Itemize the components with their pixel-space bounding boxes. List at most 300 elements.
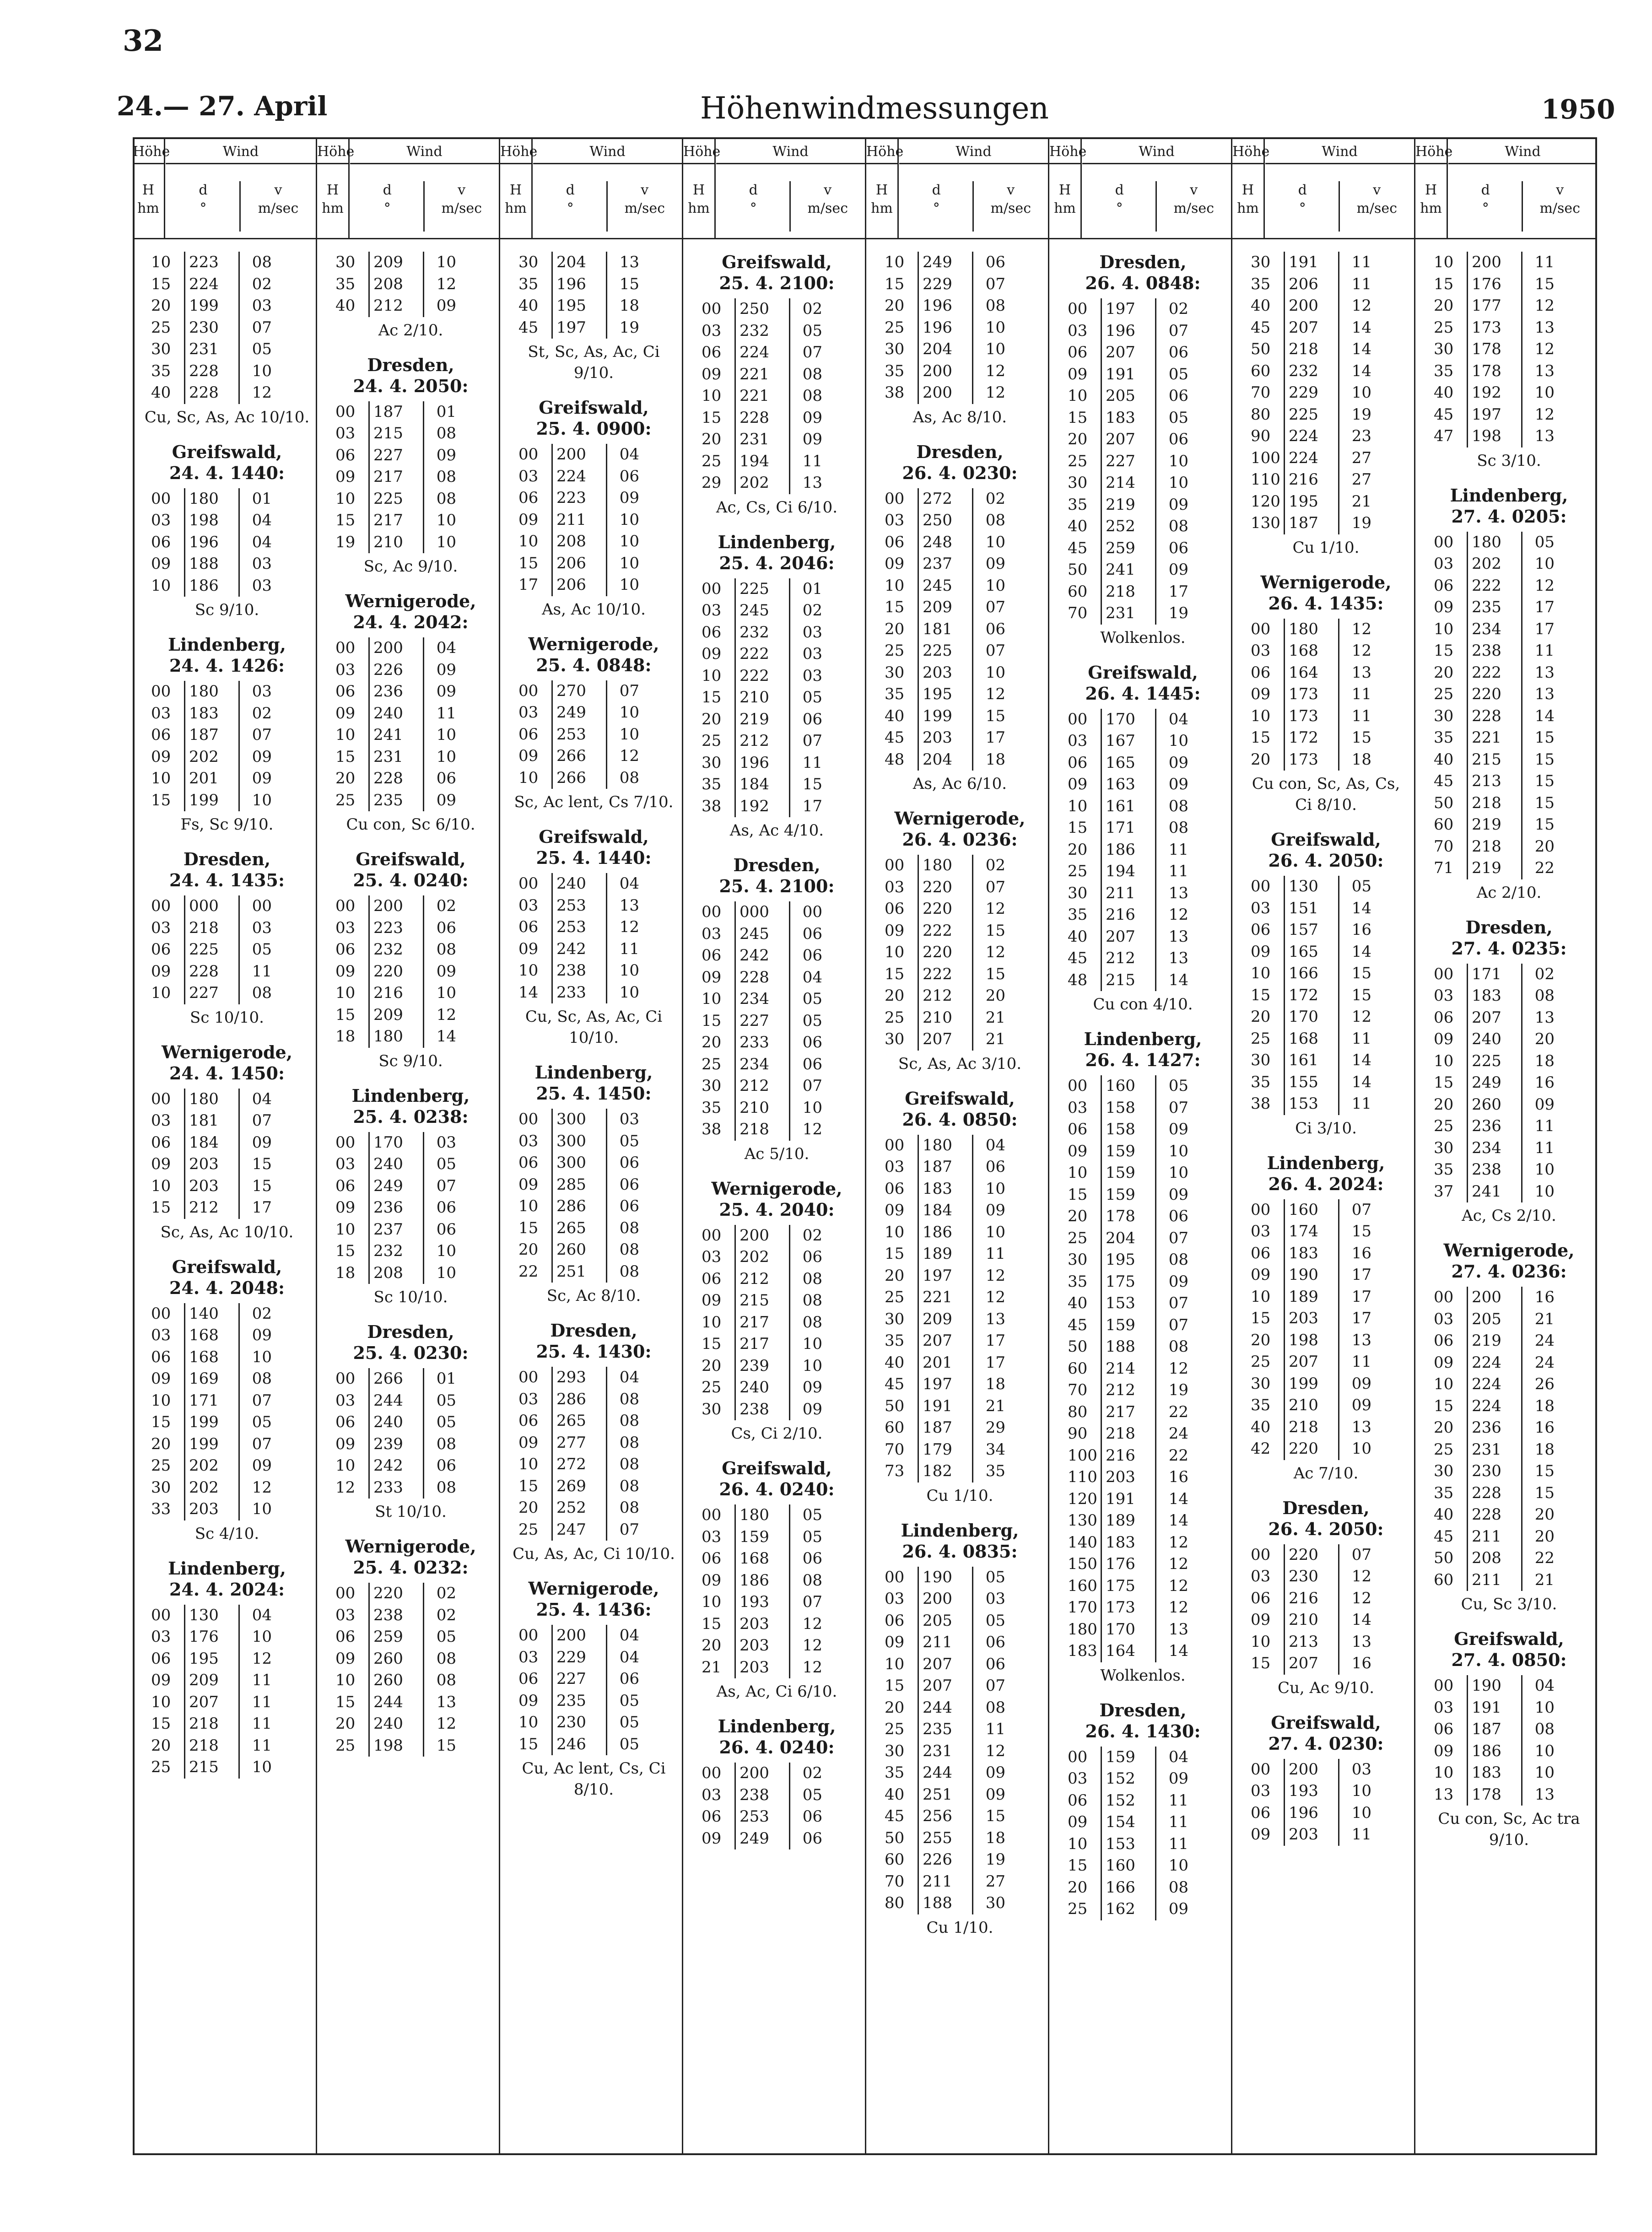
height-value: 20 [1068,840,1088,859]
measurement-row [885,1439,1011,1461]
height-value: 25 [1434,685,1454,703]
measurement-row [335,637,462,659]
speed-value: 11 [252,1736,272,1755]
speed-value: 07 [252,1111,272,1130]
speed-value: 13 [802,474,822,492]
measurement-row [151,295,277,317]
height-value: 15 [885,965,905,983]
measurement-row [518,1389,645,1411]
measurement-row [885,1287,1011,1309]
direction-value: 227 [735,1010,790,1032]
measurement-row [1434,662,1560,684]
height-value: 03 [151,918,171,937]
height-value: 06 [518,918,539,936]
measurement-row [885,1178,1011,1200]
speed-value: 10 [985,576,1005,595]
height-value: 20 [702,1356,722,1375]
speed-value: 02 [436,1606,456,1624]
sounding-block [1059,1029,1226,1686]
direction-value: 199 [918,706,973,728]
observation-time: 25. 4. 0848: [536,654,652,675]
direction-value: 227 [1101,451,1156,473]
measurement-row [151,575,277,597]
speed-value: 10 [1534,1160,1555,1179]
speed-value: 04 [252,511,272,529]
speed-value: 09 [1351,1374,1371,1393]
speed-value: 01 [252,489,272,508]
measurement-row [335,1175,462,1197]
height-value: 15 [1434,642,1454,660]
speed-value: 10 [1351,1439,1371,1458]
speed-value: 11 [1168,1791,1188,1810]
station-name: Greifswald, [539,397,649,418]
height-symbol: H [1058,182,1071,198]
speed-value: 15 [1534,275,1555,293]
speed-unit: m/sec [1356,200,1397,216]
direction-symbol: d [383,182,392,198]
measurement-row [1068,1575,1194,1597]
measurement-row [518,1432,645,1454]
height-value: 10 [335,1456,356,1475]
height-value: 70 [885,1872,905,1891]
direction-value: 224 [735,342,790,364]
speed-value: 02 [252,275,272,293]
measurements-table [885,1135,1011,1483]
sounding-block [327,591,494,835]
measurement-row [518,295,645,317]
direction-value: 229 [552,1647,607,1669]
height-value: 10 [1434,620,1454,638]
direction-value: 300 [552,1152,607,1174]
direction-symbol: d [932,182,941,198]
direction-value: 244 [369,1692,424,1714]
measurement-row [151,1368,277,1390]
height-value: 06 [151,940,171,959]
observation-time: 25. 4. 1430: [536,1341,652,1362]
speed-value: 20 [985,987,1005,1005]
direction-value: 193 [735,1591,790,1613]
direction-value: 200 [369,637,424,659]
measurements-table [335,637,462,811]
measurement-row [1068,581,1194,603]
speed-value: 14 [1351,361,1371,380]
cloud-remark: Cu, Ac lent, Cs, Ci 8/10. [522,1759,666,1799]
speed-value: 07 [985,598,1005,616]
speed-value: 12 [252,1478,272,1497]
measurement-row [885,252,1011,274]
direction-value: 212 [1101,948,1156,970]
measurement-row [151,961,277,983]
observation-time: 25. 4. 0238: [353,1106,469,1127]
wind-header [1265,137,1414,238]
height-value: 00 [702,1226,722,1245]
speed-value: 17 [1351,1309,1371,1327]
direction-value: 204 [1101,1228,1156,1250]
speed-value: 14 [1351,340,1371,358]
measurement-row [518,1690,645,1712]
speed-value: 17 [985,1353,1005,1372]
measurement-row [1434,1330,1560,1352]
height-value: 09 [1434,1353,1454,1372]
measurement-row [518,1131,645,1153]
speed-value: 08 [1534,1720,1555,1738]
measurement-row [518,574,645,596]
direction-value: 222 [918,964,973,986]
height-value: 25 [885,1008,905,1027]
height-value: 03 [1251,1222,1271,1240]
station-name: Lindenberg, [168,1558,286,1579]
measurement-row [151,382,277,404]
speed-value: 13 [1534,1785,1555,1804]
direction-value: 215 [1101,970,1156,992]
station-name: Dresden, [367,354,454,375]
station-name: Wernigerode, [711,1178,842,1199]
station-name: Greifswald, [905,1088,1015,1109]
observation-time: 26. 4. 1445: [1085,683,1201,704]
height-value: 18 [335,1027,356,1046]
height-value: 35 [885,1763,905,1782]
direction-value: 176 [1101,1553,1156,1575]
direction-unit: ° [200,200,207,216]
cloud-remark: Ac 2/10. [1476,883,1542,902]
station-name: Greifswald, [539,826,649,847]
speed-value: 15 [619,275,639,293]
height-value: 10 [885,576,905,595]
speed-value: 26 [1534,1375,1555,1393]
measurement-row [1251,1243,1377,1265]
direction-value: 215 [735,1290,790,1312]
speed-symbol: v [1190,182,1198,198]
speed-value: 08 [619,1477,639,1495]
speed-value: 18 [1534,1051,1555,1070]
direction-value: 232 [1285,361,1339,383]
sounding-block [1425,1240,1593,1615]
direction-value: 189 [1285,1286,1339,1308]
measurement-row [885,1806,1011,1828]
measurement-row [1434,619,1560,641]
height-value: 73 [885,1462,905,1480]
speed-value: 06 [802,1055,822,1073]
height-value: 15 [885,1245,905,1263]
direction-value: 187 [1285,512,1339,534]
height-value: 00 [518,1110,539,1128]
measurement-row [1068,298,1194,320]
direction-header [1265,181,1340,218]
height-value: 35 [151,361,171,380]
height-value: 09 [1251,1611,1271,1629]
observation-time: 25. 4. 0240: [353,870,469,890]
height-value: 00 [1068,710,1088,728]
direction-value: 235 [1468,597,1522,619]
sounding-block [327,1536,494,1757]
speed-value: 11 [1534,642,1555,660]
speed-value: 08 [985,511,1005,529]
measurements-table [518,444,645,596]
height-unit [317,181,348,218]
height-value: 25 [885,1720,905,1738]
height-value: 38 [1251,1094,1271,1113]
direction-value: 207 [1285,1351,1339,1373]
speed-value: 10 [619,983,639,1002]
direction-value: 218 [1285,339,1339,361]
measurement-row [1068,1833,1194,1855]
measurement-row [1251,749,1377,771]
height-value: 20 [1434,1095,1454,1114]
speed-value: 09 [1168,1900,1188,1918]
measurement-row [151,1692,277,1714]
measurement-row [1068,1315,1194,1337]
direction-header [350,181,425,218]
speed-value: 18 [985,1375,1005,1393]
speed-value: 24 [1168,1424,1188,1443]
speed-value: 14 [1534,706,1555,725]
speed-value: 04 [802,968,822,987]
measurement-row [1434,1784,1560,1806]
direction-value: 197 [1468,404,1522,426]
speed-value: 12 [1168,906,1188,924]
speed-value: 07 [1168,1315,1188,1334]
direction-value: 228 [185,361,239,383]
measurement-row [702,730,828,752]
speed-value: 06 [619,1670,639,1688]
speed-value: 08 [619,1240,639,1259]
direction-value: 159 [1101,1315,1156,1337]
speed-value: 13 [1351,1418,1371,1436]
measurement-row [518,444,645,466]
direction-value: 286 [552,1389,607,1411]
speed-value: 12 [1168,1598,1188,1617]
measurement-row [1251,963,1377,985]
height-value: 70 [1068,1381,1088,1399]
speed-header [1155,181,1231,232]
height-value: 09 [885,1201,905,1219]
direction-value: 212 [1101,1380,1156,1402]
height-value: 09 [518,747,539,765]
station-column [1048,137,1231,2155]
height-value: 00 [335,1133,356,1152]
height-value: 09 [518,1691,539,1710]
measurement-row [885,1588,1011,1610]
direction-value: 230 [552,1712,607,1734]
measurement-row [1251,469,1377,491]
direction-value: 207 [1101,926,1156,948]
speed-unit: m/sec [1539,200,1580,216]
measurements-table [885,1567,1011,1914]
direction-value: 159 [1101,1184,1156,1206]
measurements-table [1068,1075,1194,1662]
measurement-row [885,964,1011,986]
direction-value: 159 [735,1526,790,1548]
height-value: 15 [151,791,171,809]
direction-value: 188 [1101,1336,1156,1358]
speed-value: 08 [1168,517,1188,535]
direction-value: 168 [1285,640,1339,662]
speed-value: 20 [1534,1505,1555,1524]
direction-value: 197 [552,317,607,339]
measurement-row [702,1828,828,1850]
speed-value: 16 [1534,1418,1555,1437]
height-value: 00 [1434,965,1454,983]
speed-value: 04 [1168,710,1188,728]
direction-value: 252 [552,1497,607,1519]
speed-value: 16 [1534,1288,1555,1306]
height-value: 40 [885,1353,905,1372]
height-value: 06 [335,446,356,464]
speed-value: 07 [619,1520,639,1539]
measurement-row [1251,1286,1377,1308]
speed-value: 10 [436,253,456,271]
measurements-table [1068,709,1194,992]
measurement-row [702,364,828,386]
speed-value: 15 [1534,728,1555,747]
measurement-row [1434,706,1560,728]
direction-value: 192 [1468,382,1522,404]
height-value: 40 [885,706,905,725]
height-value: 15 [702,408,722,427]
direction-value: 212 [735,1268,790,1290]
direction-value: 300 [552,1131,607,1153]
measurements-table [335,1368,462,1499]
height-value: 100 [1251,448,1280,467]
height-value: 15 [518,1735,539,1753]
height-value: 25 [1251,1029,1271,1048]
height-value: 180 [1068,1620,1097,1639]
height-value: 00 [1251,1200,1271,1219]
station-name: Wernigerode, [1443,1240,1575,1261]
measurement-row [1068,1532,1194,1554]
measurement-row [1251,1609,1377,1631]
speed-value: 05 [436,1413,456,1431]
measurement-row [1251,941,1377,963]
direction-value: 210 [735,687,790,709]
direction-value: 180 [918,1135,973,1157]
direction-value: 232 [735,622,790,644]
height-value: 38 [885,383,905,402]
height-value: 25 [702,732,722,750]
height-value: 00 [1251,1545,1271,1564]
speed-value: 10 [985,1223,1005,1241]
height-value: 00 [702,1764,722,1782]
station-name: Wernigerode, [345,1536,476,1557]
page-number: 32 [123,24,164,58]
speed-value: 02 [1534,965,1555,983]
speed-value: 10 [985,533,1005,551]
speed-value: 18 [985,750,1005,769]
speed-value: 01 [436,402,456,421]
height-value: 00 [151,1089,171,1108]
speed-value: 12 [1534,405,1555,424]
measurement-row [518,466,645,488]
height-value: 03 [1068,1098,1088,1117]
direction-value: 181 [918,619,973,641]
measurement-row [1251,876,1377,898]
direction-value: 199 [1285,1373,1339,1395]
height-label: Höhe [1232,141,1263,164]
speed-value: 05 [985,1568,1005,1586]
measurement-row [1434,597,1560,619]
measurement-row [1251,1006,1377,1028]
measurement-row [518,1152,645,1174]
speed-value: 08 [1168,1878,1188,1897]
speed-value: 06 [436,918,456,937]
direction-unit: ° [750,200,757,216]
measurement-row [885,1762,1011,1784]
height-value: 09 [702,365,722,383]
observation-time: 25. 4. 0230: [353,1342,469,1363]
measurement-row [1434,640,1560,662]
measurement-row [1068,948,1194,970]
cloud-remark: Cu, Sc 3/10. [1461,1595,1557,1613]
measurement-row [885,1461,1011,1483]
measurement-row [1068,1640,1194,1662]
measurement-row [1434,1352,1560,1374]
height-value: 03 [151,511,171,529]
height-value: 35 [1434,728,1454,747]
speed-value: 02 [985,489,1005,508]
height-value: 03 [702,601,722,620]
speed-value: 05 [1168,365,1188,383]
height-value: 06 [1251,663,1271,682]
station-name: Greifswald, [172,1256,282,1277]
height-value: 35 [885,361,905,380]
measurement-row [335,1605,462,1627]
measurements-table [151,1605,277,1779]
speed-value: 05 [802,688,822,706]
speed-value: 05 [252,1413,272,1431]
measurement-row [335,466,462,488]
speed-value: 12 [802,1614,822,1633]
measurement-row [1434,382,1560,404]
height-value: 09 [1434,1741,1454,1760]
height-value: 30 [1068,884,1088,902]
direction-value: 130 [185,1605,239,1627]
measurement-row [1068,1336,1194,1358]
measurement-row [702,600,828,622]
height-value: 42 [1251,1439,1271,1458]
wind-header [1082,137,1231,238]
speed-value: 07 [1168,1229,1188,1247]
height-unit [683,181,714,218]
direction-value: 266 [552,767,607,789]
height-value: 00 [702,1506,722,1524]
height-symbol: H [875,182,888,198]
speed-value: 29 [985,1418,1005,1437]
speed-value: 21 [1534,1570,1555,1589]
measurement-row [1251,491,1377,513]
height-value: 03 [335,1391,356,1410]
sounding-block [510,634,677,813]
measurement-row [885,1029,1011,1051]
observation-time: 27. 4. 0850: [1451,1650,1567,1670]
height-value: 10 [518,1713,539,1731]
speed-value: 10 [1534,1182,1555,1201]
measurement-row [518,1497,645,1519]
direction-value: 242 [369,1455,424,1477]
height-value: 10 [702,666,722,685]
height-value: 15 [1434,275,1454,293]
speed-value: 06 [802,1807,822,1826]
direction-value: 186 [918,1222,973,1244]
direction-value: 164 [1285,662,1339,684]
sounding-block [1059,252,1226,648]
measurement-row [885,553,1011,575]
height-value: 15 [518,554,539,572]
direction-value: 270 [552,680,607,702]
height-value: 15 [1251,728,1271,747]
sounding-block [143,1256,311,1544]
direction-value: 205 [1101,385,1156,407]
speed-value: 09 [985,1785,1005,1804]
